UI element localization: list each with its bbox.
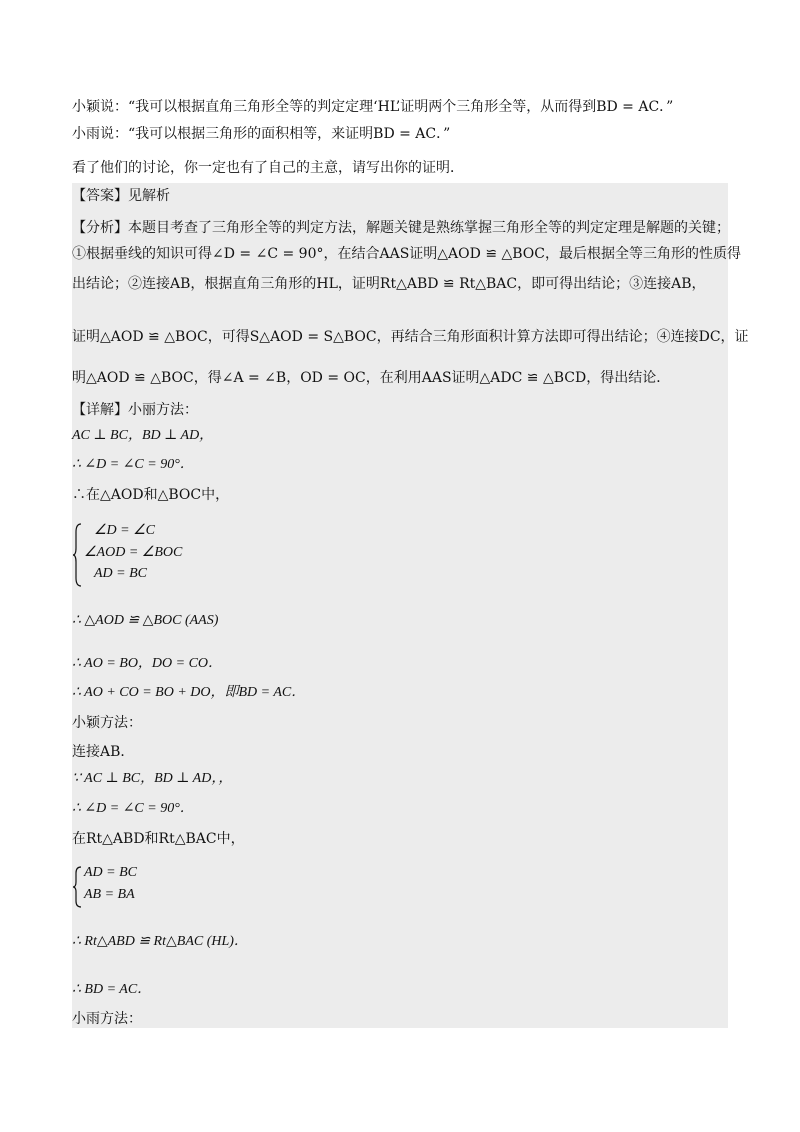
text-line-connect: 连接AB．	[72, 744, 135, 760]
text-line-analysis-5: 明△AOD ≌ △BOC，得∠A = ∠B，OD = OC，在利用AAS证明△ADC ≌ △BCD，得出结论．	[72, 370, 671, 386]
math-line-7: ∴ ∠D = ∠C = 90°．	[72, 801, 194, 816]
text-line-analysis-3: 出结论；②连接AB，根据直角三角形的HL，证明Rt△ABD ≌ Rt△BAC，即可得出结论；③连接AB，	[72, 276, 706, 292]
math-line-8: ∴ Rt△ABD ≌ Rt△BAC (HL)．	[72, 934, 248, 949]
equation-row: ∠AOD = ∠BOC	[84, 545, 183, 560]
math-line-6: ∵ AC ⊥ BC，BD ⊥ AD，，	[72, 771, 233, 786]
math-line-3: ∴ △AOD ≌ △BOC (AAS)	[72, 613, 219, 628]
text-line-xiaoying-method: 小颖方法：	[72, 715, 142, 731]
math-line-9: ∴ BD = AC．	[72, 982, 152, 997]
math-line-5: ∴ AO + CO = BO + DO，即BD = AC．	[72, 685, 306, 700]
equation-row: AD = BC	[94, 566, 147, 581]
text-line-analysis-1: 【分析】本题目考查了三角形全等的判定方法，解题关键是熟练掌握三角形全等的判定定理是解题的关键；	[72, 220, 730, 236]
equation-row: AD = BC	[84, 865, 137, 880]
left-brace-icon	[72, 865, 82, 909]
left-brace-icon	[72, 522, 82, 588]
text-line-prompt: 看了他们的讨论，你一定也有了自己的主意，请写出你的证明．	[72, 160, 464, 176]
text-line-answer: 【答案】见解析	[72, 188, 170, 204]
text-line-analysis-2: ①根据垂线的知识可得∠D = ∠C = 90°，在结合AAS证明△AOD ≌ △BOC，最后根据全等三角形的性质得	[72, 246, 741, 262]
math-line-4: ∴ AO = BO，DO = CO．	[72, 656, 223, 671]
equation-system-2	[72, 865, 192, 909]
text-line-detail-heading: 【详解】小丽方法：	[72, 402, 198, 418]
text-line-in-rt-triangles: 在Rt△ABD和Rt△BAC中，	[72, 831, 245, 847]
math-line-1: AC ⊥ BC，BD ⊥ AD，	[72, 428, 214, 443]
equation-system-1	[72, 522, 232, 588]
equation-row: ∠D = ∠C	[94, 523, 155, 538]
math-line-2: ∴ ∠D = ∠C = 90°．	[72, 457, 194, 472]
text-line-xiaoyu-claim: 小雨说：“我可以根据三角形的面积相等，来证明BD = AC．”	[72, 126, 451, 142]
text-line-xiaoyu-method: 小雨方法：	[72, 1011, 142, 1027]
text-line-xiaoying-claim: 小颖说：“我可以根据直角三角形全等的判定定理‘HL’证明两个三角形全等，从而得到BD = AC．”	[72, 99, 674, 115]
text-line-analysis-4: 证明△AOD ≌ △BOC，可得S△AOD = S△BOC，再结合三角形面积计算方法即可得出结论；④连接DC，证	[72, 329, 749, 345]
equation-row: AB = BA	[84, 887, 135, 902]
text-line-in-triangles: ∴在△AOD和△BOC中，	[72, 487, 230, 503]
